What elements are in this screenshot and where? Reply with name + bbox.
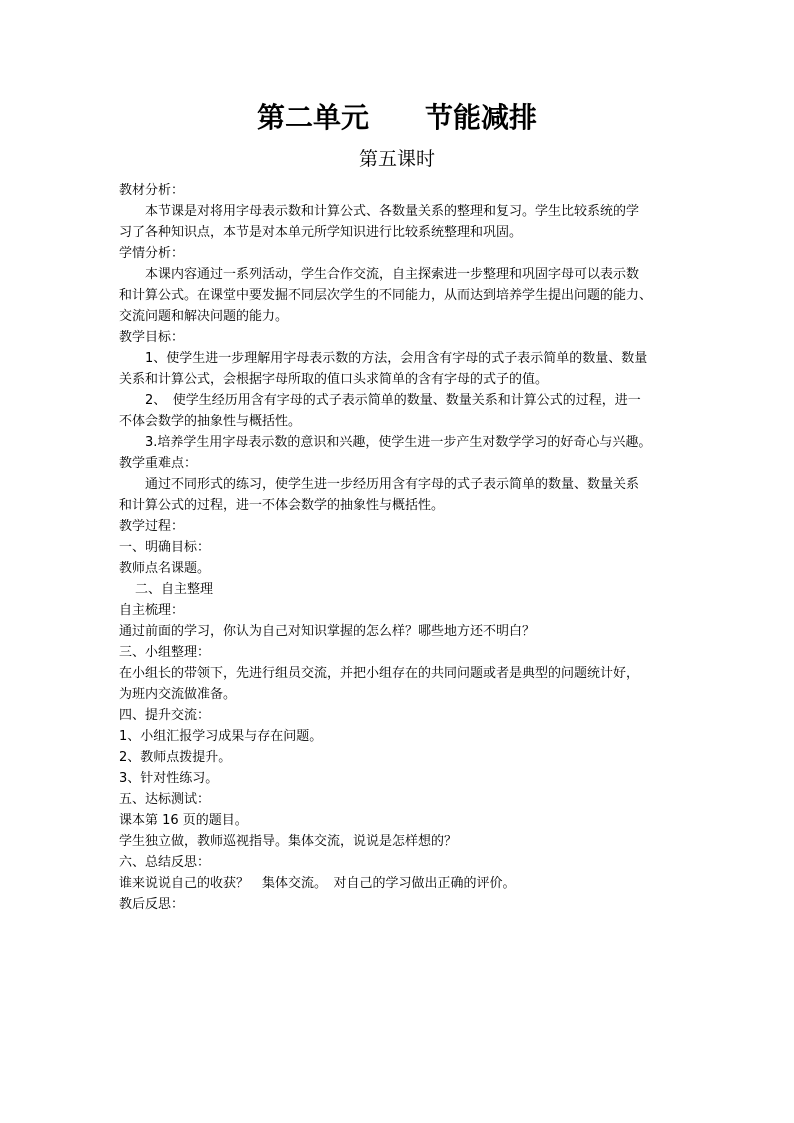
student-heading: 学情分析： xyxy=(119,246,185,261)
key-heading: 教学重难点： xyxy=(119,456,198,471)
reflection-heading: 教后反思： xyxy=(119,897,185,912)
step-text: 教师点名课题。 xyxy=(119,561,211,576)
step-text: 为班内交流做准备。 xyxy=(119,687,237,702)
step-heading: 六、总结反思： xyxy=(119,855,211,870)
step-text: 学生独立做，教师巡视指导。集体交流，说说是怎样想的？ xyxy=(119,834,458,849)
step-heading: 二、自主整理 xyxy=(135,582,214,597)
goals-heading: 教学目标： xyxy=(119,330,185,345)
step-heading: 三、小组整理： xyxy=(119,645,211,660)
process-heading: 教学过程： xyxy=(119,519,185,534)
step-text: 课本第 16 页的题目。 xyxy=(119,813,248,828)
analysis-text-line: 本节课是对将用字母表示数和计算公式、各数量关系的整理和复习。学生比较系统的学 xyxy=(145,204,640,219)
goal-line: 关系和计算公式，会根据字母所取的值口头求简单的含有字母的式子的值。 xyxy=(119,372,549,387)
analysis-text-line: 习了各种知识点，本节是对本单元所学知识进行比较系统整理和巩固。 xyxy=(119,225,523,240)
step-text: 通过前面的学习，你认为自己对知识掌握的怎么样？哪些地方还不明白？ xyxy=(119,624,536,639)
goal-line: 2、 使学生经历用含有字母的式子表示简单的数量、数量关系和计算公式的过程，进一 xyxy=(145,393,641,408)
document-body xyxy=(119,180,679,915)
analysis-heading: 教材分析： xyxy=(119,183,185,198)
student-text-line: 本课内容通过一系列活动，学生合作交流，自主探索进一步整理和巩固字母可以表示数 xyxy=(145,267,640,282)
list-item: 1、小组汇报学习成果与存在问题。 xyxy=(119,729,323,744)
student-text-line: 交流问题和解决问题的能力。 xyxy=(119,309,289,324)
step-text: 在小组长的带领下，先进行组员交流，并把小组存在的共同问题或者是典型的问题统计好， xyxy=(119,666,640,681)
page-title: 第二单元 节能减排 xyxy=(256,101,537,134)
goal-line: 不体会数学的抽象性与概括性。 xyxy=(119,414,302,429)
key-text-line: 通过不同形式的练习，使学生进一步经历用含有字母的式子表示简单的数量、数量关系 xyxy=(145,477,640,492)
student-text-line: 和计算公式。在课堂中要发掘不同层次学生的不同能力，从而达到培养学生提出问题的能力、 xyxy=(119,288,653,303)
step-subheading: 自主梳理： xyxy=(119,603,185,618)
step-heading: 四、提升交流： xyxy=(119,708,211,723)
page-subtitle: 第五课时 xyxy=(358,148,435,170)
list-item: 2、教师点拨提升。 xyxy=(119,750,232,765)
step-text: 谁来说说自己的收获？ 集体交流。 对自己的学习做出正确的评价。 xyxy=(119,876,516,891)
goal-line: 3.培养学生用字母表示数的意识和兴趣，使学生进一步产生对数学学习的好奇心与兴趣。 xyxy=(145,435,652,450)
step-heading: 一、明确目标： xyxy=(119,540,211,555)
key-text-line: 和计算公式的过程，进一不体会数学的抽象性与概括性。 xyxy=(119,498,445,513)
goal-line: 1、使学生进一步理解用字母表示数的方法，会用含有字母的式子表示简单的数量、数量 xyxy=(145,351,648,366)
step-heading: 五、达标测试： xyxy=(119,792,211,807)
list-item: 3、针对性练习。 xyxy=(119,771,219,786)
